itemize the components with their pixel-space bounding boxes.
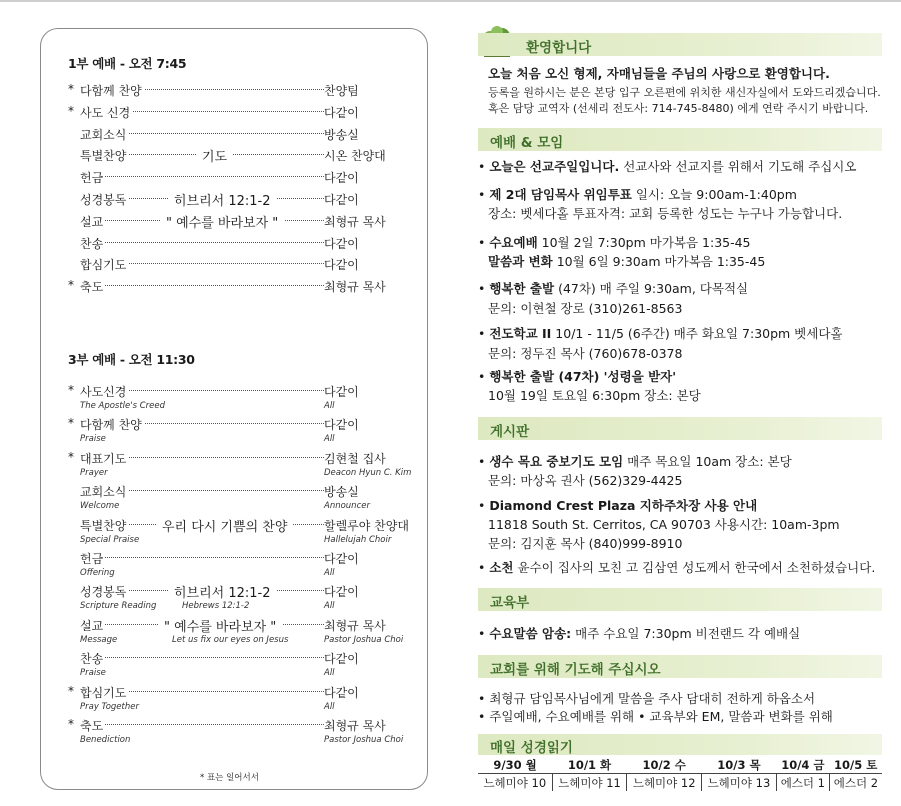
program-item-leader: 찬양팀 xyxy=(324,82,398,99)
dot-leader xyxy=(80,724,324,725)
program-item-name: 축도 xyxy=(80,719,104,733)
reading-book: 느헤미야 10 xyxy=(483,775,547,790)
program-item-name-en: Prayer xyxy=(80,467,108,478)
welcome-line2: 등록을 원하시는 분은 본당 입구 오른편에 위치한 새신자실에서 도와드리겠습니다. xyxy=(488,86,881,99)
worship-item: • 오늘은 선교주일입니다. 선교사와 선교지를 위해서 기도해 주십시오 xyxy=(478,159,857,174)
program-item-leader-en: All xyxy=(324,401,335,411)
program-item-name-en: Scripture Reading xyxy=(80,601,157,612)
top-border xyxy=(0,0,901,2)
reading-schedule-table xyxy=(478,756,882,791)
program-item-leader-en: All xyxy=(324,568,335,578)
program-item-name: 찬송 xyxy=(80,652,104,667)
reading-book: 에스더 1 xyxy=(776,774,829,792)
education-item: • 수요말씀 암송: 매주 수요일 7:30pm 비전랜드 각 예배실 xyxy=(478,626,801,641)
program-item-leader-en: Deacon Hyun C. Kim xyxy=(324,467,412,478)
board-item: • Diamond Crest Plaza 지하주차장 사용 안내 xyxy=(478,498,758,513)
reading-days-row xyxy=(478,756,882,774)
worship-section-header xyxy=(478,128,882,151)
reading-day: 10/2 수 xyxy=(627,756,702,774)
standing-footnote: * 표는 일어서서 xyxy=(200,773,259,783)
program-item-detail: " 예수를 바라보자 " xyxy=(158,616,282,635)
standing-mark: * xyxy=(68,103,74,118)
program-item-name: 성경봉독 xyxy=(80,193,127,207)
board-item-detail: 문의: 마상옥 권사 (562)329-4425 xyxy=(488,473,683,488)
program-item-leader: 다같이 xyxy=(324,104,398,121)
program-row xyxy=(68,648,398,679)
program-row xyxy=(68,254,398,276)
reading-book: 느헤미야 13 xyxy=(702,774,777,792)
program-item-name: 합심기도 xyxy=(80,258,127,273)
program-row xyxy=(68,515,409,545)
reading-day: 10/1 화 xyxy=(552,756,627,774)
worship-item-detail: 문의: 이현철 장로 (310)261-8563 xyxy=(488,301,683,316)
program-item-leader: 시온 찬양대 xyxy=(324,147,398,164)
program-item-name-en: Pray Together xyxy=(80,701,139,712)
program-row xyxy=(68,145,398,167)
program-item-leader-en: All xyxy=(324,601,335,612)
welcome-section-header xyxy=(478,33,882,56)
program-item-leader: 김현철 집사 xyxy=(324,450,398,467)
program-item-name: 축도 xyxy=(80,280,104,295)
service3-title: 3부 예배 - 오전 11:30 xyxy=(68,352,195,367)
program-item-leader-en: Announcer xyxy=(324,501,370,512)
prayer-line: • 최형규 담임목사님에게 말씀을 주사 담대히 전하게 하옵소서 xyxy=(478,691,816,706)
program-item-name-en: Welcome xyxy=(80,501,120,512)
program-item-leader-en: Hallelujah Choir xyxy=(324,534,392,545)
dot-leader xyxy=(80,285,324,286)
board-title: 게시판 xyxy=(490,424,530,440)
program-row xyxy=(68,167,398,189)
program-item-name: 설교 xyxy=(80,214,104,229)
reading-book: 느헤미야 11 xyxy=(552,774,627,792)
program-item-leader-en: All xyxy=(324,668,335,679)
standing-mark: * xyxy=(68,383,74,397)
worship-item-detail: 문의: 정두진 목사 (760)678-0378 xyxy=(488,346,683,361)
program-item-leader: 다같이 xyxy=(324,650,398,667)
program-item-name-en: Special Praise xyxy=(80,534,140,545)
education-section-header xyxy=(478,588,882,611)
reading-book: 느헤미야 12 xyxy=(627,774,702,792)
program-item-name: 찬송 xyxy=(80,236,104,251)
program-item-name: 합심기도 xyxy=(80,685,127,700)
reading-books-row xyxy=(478,774,882,792)
program-item-name-en: Praise xyxy=(80,668,106,679)
standing-mark: * xyxy=(68,278,74,293)
worship-item: • 제 2대 담임목사 위임투표 일시: 오늘 9:00am-1:40pm xyxy=(478,187,797,202)
worship-item: • 행복한 출발 (47차) 매 주일 9:30am, 다목적실 xyxy=(478,281,749,296)
program-item-leader: 방송실 xyxy=(324,126,398,143)
service1-title: 1부 예배 - 오전 7:45 xyxy=(68,56,187,71)
program-item-leader: 할렐루야 찬양대 xyxy=(324,518,409,533)
program-item-name: 사도신경 xyxy=(80,385,127,399)
program-item-leader: 다같이 xyxy=(324,583,398,600)
dot-leader xyxy=(80,557,324,558)
program-row xyxy=(68,189,398,211)
dot-leader xyxy=(80,242,324,243)
program-item-leader: 최형규 목사 xyxy=(324,717,398,734)
program-row xyxy=(68,682,398,712)
program-row xyxy=(68,548,398,578)
reading-day: 9/30 월 xyxy=(478,756,552,774)
program-item-name-en: The Apostle's Creed xyxy=(80,401,166,411)
program-item-name-en: Offering xyxy=(80,568,115,578)
program-item-leader: 최형규 목사 xyxy=(324,213,398,230)
program-row xyxy=(68,276,398,298)
program-item-leader: 다같이 xyxy=(324,684,398,701)
program-item-leader: 다같이 xyxy=(324,191,398,208)
program-row xyxy=(68,80,398,102)
program-item-name: 특별찬양 xyxy=(80,149,127,164)
program-item-detail: 히브리서 12:1-2 xyxy=(168,582,277,601)
board-item: • 생수 목요 중보기도 모임 매주 목요일 10am 장소: 본당 xyxy=(478,454,792,469)
program-row xyxy=(68,102,398,124)
program-item-name: 교회소식 xyxy=(80,127,127,142)
program-item-name-en: Message xyxy=(80,634,118,645)
program-item-name: 사도 신경 xyxy=(80,105,131,120)
program-item-leader: 다같이 xyxy=(324,235,398,252)
program-item-name: 특별찬양 xyxy=(80,518,127,533)
program-row xyxy=(68,414,398,445)
program-item-leader: 다같이 xyxy=(324,383,398,400)
reading-book: 에스더 2 xyxy=(829,774,882,792)
program-row xyxy=(68,715,404,745)
program-item-name: 설교 xyxy=(80,618,104,633)
worship-item: • 수요예배 10월 2일 7:30pm 마가복음 1:35-45 xyxy=(478,235,751,250)
standing-mark: * xyxy=(68,82,74,96)
program-item-leader: 다같이 xyxy=(324,256,398,273)
program-item-leader-en: Pastor Joshua Choi xyxy=(324,634,404,645)
program-row xyxy=(68,211,398,233)
program-item-detail: 히브리서 12:1-2 xyxy=(168,190,277,209)
welcome-line3: 혹은 담당 교역자 (선세리 전도사: 714-745-8480) 에게 연락 주시기 바랍니다. xyxy=(488,102,869,115)
program-item-name-en: Benediction xyxy=(80,735,131,745)
dot-leader xyxy=(80,176,324,177)
program-item-leader: 최형규 목사 xyxy=(324,617,398,634)
program-row xyxy=(68,615,404,645)
program-row xyxy=(68,448,412,478)
worship-item: • 전도학교 II 10/1 - 11/5 (6주간) 매주 화요일 7:30pm 벳세다홀 xyxy=(478,326,843,341)
program-item-leader: 다같이 xyxy=(324,169,398,186)
board-item-detail: 11818 South St. Cerritos, CA 90703 사용시간: 10am-3pm xyxy=(488,517,840,532)
worship-title: 예배 & 모임 xyxy=(490,135,564,151)
program-item-leader-en: All xyxy=(324,434,335,445)
board-item: • 소천 윤수이 집사의 모친 고 김삼연 성도께서 한국에서 소천하셨습니다. xyxy=(478,560,876,575)
education-title: 교육부 xyxy=(490,595,530,611)
reading-section-header xyxy=(478,734,882,755)
program-row xyxy=(68,233,398,255)
program-item-name: 성경봉독 xyxy=(80,585,127,600)
program-row xyxy=(68,381,398,411)
reading-day: 10/4 금 xyxy=(776,756,829,774)
reading-day: 10/5 토 xyxy=(829,756,882,774)
board-section-header xyxy=(478,417,882,440)
program-item-name: 헌금 xyxy=(80,552,104,566)
program-item-name: 교회소식 xyxy=(80,485,127,500)
prayer-section-header xyxy=(478,655,882,678)
standing-mark: * xyxy=(68,416,74,431)
dot-leader xyxy=(80,657,324,658)
standing-mark: * xyxy=(68,449,74,464)
program-item-detail: 우리 다시 기쁨의 찬양 xyxy=(156,516,293,535)
reading-title: 매일 성경읽기 xyxy=(490,740,573,756)
program-item-leader: 다같이 xyxy=(324,416,398,433)
prayer-title: 교회를 위해 기도해 주십시오 xyxy=(490,662,661,678)
program-item-leader: 방송실 xyxy=(324,483,398,500)
program-item-name: 다함께 찬양 xyxy=(80,84,142,98)
program-item-detail: " 예수를 바라보자 " xyxy=(160,212,284,231)
standing-mark: * xyxy=(68,683,74,698)
worship-item-detail: 장소: 벳세다홀 투표자격: 교회 등록한 성도는 누구나 가능합니다. xyxy=(488,206,843,221)
standing-mark: * xyxy=(68,717,74,731)
program-row xyxy=(68,124,398,146)
program-item-name: 헌금 xyxy=(80,171,104,186)
worship-item-detail: 10월 19일 토요일 6:30pm 장소: 본당 xyxy=(488,388,701,403)
program-item-name-en: Praise xyxy=(80,434,106,445)
program-item-leader: 최형규 목사 xyxy=(324,278,398,295)
program-item-leader: 다같이 xyxy=(324,550,398,567)
program-item-name: 대표기도 xyxy=(80,451,127,466)
program-row xyxy=(68,481,398,512)
program-row xyxy=(68,581,398,612)
program-item-leader-en: Pastor Joshua Choi xyxy=(324,735,404,745)
program-item-detail-en: Hebrews 12:1-2 xyxy=(182,601,250,612)
reading-day: 10/3 목 xyxy=(702,756,777,774)
welcome-title: 환영합니다 xyxy=(526,40,592,56)
prayer-line: • 주일예배, 수요예배를 위해 • 교육부와 EM, 말씀과 변화를 위해 xyxy=(478,709,833,724)
program-item-detail: 기도 xyxy=(196,146,233,165)
welcome-line1: 오늘 처음 오신 형제, 자매님들을 주님의 사랑으로 환영합니다. xyxy=(488,66,830,81)
program-item-detail-en: Let us fix our eyes on Jesus xyxy=(172,634,289,645)
worship-item-detail: 말씀과 변화 10월 6일 9:30am 마가복음 1:35-45 xyxy=(488,254,766,269)
program-item-leader-en: All xyxy=(324,701,335,712)
worship-item: • 행복한 출발 (47차) '성령을 받자' xyxy=(478,369,677,384)
board-item-detail: 문의: 김지훈 목사 (840)999-8910 xyxy=(488,536,683,551)
program-item-name: 다함께 찬양 xyxy=(80,418,142,433)
